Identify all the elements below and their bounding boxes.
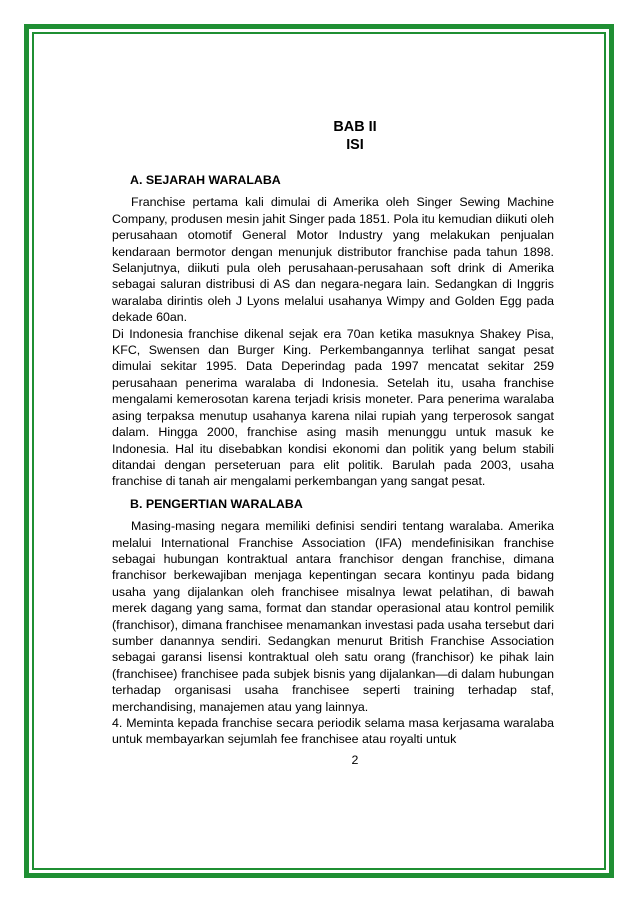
page-content	[112, 118, 554, 768]
chapter-subtitle: ISI	[346, 137, 364, 153]
section-a-paragraph-2: Di Indonesia franchise dikenal sejak era 70an ketika masuknya Shakey Pisa, KFC, Swensen dan Burger King. Perkembangannya terlihat sangat pesat dimulai sekitar 1995. Data Deperindag pada 1997 mencatat sekitar 259 perusahaan penerima waralaba di Indonesia. Setelah itu, usaha franchise mengalami kemerosotan karena terjadi krisis moneter. Para penerima waralaba asing terpaksa menutup usahanya karena nilai rupiah yang terperosok sangat dalam. Hingga 2000, franchise asing masih menunggu untuk masuk ke Indonesia. Hal itu disebabkan kondisi ekonomi dan politik yang belum stabili ditandai dengan perseteruan para elit politik. Barulah pada 2003, usaha franchise di tanah air mengalami perkembangan yang sangat pesat.	[112, 326, 554, 489]
section-b-paragraph: Masing-masing negara memiliki definisi sendiri tentang waralaba. Amerika melalui International Franchise Association (IFA) mendefinisikan franchise sebagai hubungan kontraktual antara franchisor dengan franchise, dimana franchisor berkewajiban menjaga kepentingan secara kontinyu pada bidang usaha yang dijalankan oleh franchisee misalnya lewat pelatihan, di bawah merek dagang yang sama, format dan standar operasional atau kontrol pemilik (franchisor), dimana franchisee menamankan investasi pada usaha tersebut dari sumber danannya sendiri. Sedangkan menurut British Franchise Association sebagai garansi lisensi kontraktual oleh satu orang (franchisor) ke pihak lain (franchisee) franchisee pada subjek bisnis yang dijalankan—di dalam hubungan terhadap organisasi usaha franchisee seperti training terhadap staf, merchandising, manajemen atau yang lainnya.	[112, 519, 554, 714]
section-a-paragraph: Franchise pertama kali dimulai di Amerika oleh Singer Sewing Machine Company, produsen mesin jahit Singer pada 1851. Pola itu kemudian diikuti oleh perusahaan otomotif General Motor Industry yang melakukan penjualan kendaraan bermotor dengan menunjuk distributor franchise pada tahun 1898. Selanjutnya, diikuti pula oleh perusahaan-perusahaan soft drink di Amerika sebagai saluran distribusi di AS dan negara-negara lain. Sedangkan di Inggris waralaba dirintis oleh J Lyons melalui usahanya Wimpy and Golden Egg pada dekade 60an.	[112, 195, 554, 325]
chapter-title: BAB II	[333, 119, 377, 135]
section-b-paragraph-2: 4. Meminta kepada franchise secara periodik selama masa kerjasama waralaba untuk membayarkan sejumlah fee franchisee atau royalti untuk	[112, 716, 554, 747]
page-number: 2	[351, 752, 359, 767]
section-a-heading: A. SEJARAH WARALABA	[130, 173, 281, 187]
section-b-heading: B. PENGERTIAN WARALABA	[130, 496, 303, 511]
